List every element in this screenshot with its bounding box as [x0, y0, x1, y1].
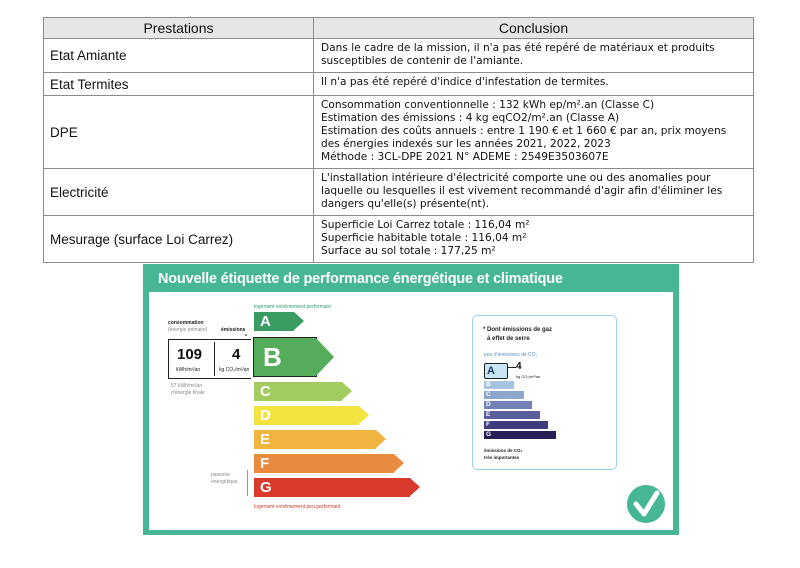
prestation-cell: DPE [44, 96, 314, 169]
consumption-unit: kWh/m²/an [176, 367, 201, 373]
conclusion-text: Dans le cadre de la mission, il n'a pas été repéré de matériaux et produits susceptibles de contenir de l'amiante. [321, 42, 715, 67]
header-conclusion: Conclusion [314, 18, 754, 39]
table-row [44, 96, 754, 169]
consumption-value: 109 [177, 346, 203, 363]
energy-class-arrow-e [376, 430, 386, 448]
conclusion-cell [314, 96, 754, 169]
ghg-class-bar-a [484, 363, 508, 379]
energy-class-arrow-f [394, 454, 404, 472]
passoire-bracket [247, 470, 248, 496]
ghg-class-bar-d [484, 401, 532, 409]
final-energy-value: 57 kWh/m²/an [171, 383, 203, 389]
energy-class-bar-e [254, 430, 376, 449]
check-icon [626, 484, 666, 524]
conclusion-text: L'installation intérieure d'électricité comporte une ou des anomalies pour laquelle ou lesquelles il est vivement recommandé d'agir afin d'éliminer les dangers qu'elle(s) présente(nt). [321, 172, 723, 210]
energy-class-bar-a [254, 312, 294, 331]
energy-class-arrow-c [342, 382, 352, 400]
energy-class-letter: G [260, 479, 272, 496]
prestation-cell: Etat Termites [44, 73, 314, 96]
energy-class-bar-c [254, 382, 342, 401]
ghg-class-bar-f [484, 421, 548, 429]
conclusion-cell [314, 73, 754, 96]
emissions-label: émissions [221, 327, 246, 333]
prestation-cell: Electricité [44, 169, 314, 216]
summary-table [43, 17, 754, 263]
emissions-star: * [245, 334, 247, 340]
table-header-row [44, 18, 754, 39]
ghg-top-note: peu d'émissions de CO₂ [484, 352, 538, 358]
consumption-label: consommation [168, 320, 204, 326]
ghg-class-bar-c [484, 391, 524, 399]
emissions-value: 4 [232, 346, 241, 363]
energy-class-arrow-b [316, 338, 334, 376]
energy-class-bar-b [254, 338, 316, 376]
conclusion-text: Superficie Loi Carrez totale : 116,04 m² Superficie habitable totale : 116,04 m² Surface au sol totale : 177,25 m² [321, 219, 530, 257]
ghg-class-letter: C [486, 391, 491, 398]
ghg-class-letter: A [487, 365, 495, 377]
consumption-sub-label: (énergie primaire) [168, 327, 208, 333]
table-row [44, 169, 754, 216]
ghg-class-bar-e [484, 411, 540, 419]
ghg-title-1: * Dont émissions de gaz [483, 327, 553, 333]
energy-label-body [149, 292, 673, 530]
values-divider [214, 342, 215, 376]
ghg-class-bar-b [484, 381, 514, 389]
conclusion-text: Il n'a pas été repéré d'indice d'infestation de termites. [321, 76, 609, 88]
ghg-value: 4 [516, 361, 522, 372]
energy-class-letter: D [260, 407, 271, 424]
table-row [44, 216, 754, 263]
energy-class-letter: B [263, 342, 282, 372]
ghg-class-bar-g [484, 431, 556, 439]
energy-class-letter: A [260, 313, 271, 330]
energy-class-letter: C [260, 383, 271, 400]
energy-class-arrow-g [410, 478, 420, 496]
conclusion-cell [314, 216, 754, 263]
ghg-bottom-note-1: émissions de CO₂ [484, 448, 523, 453]
current-values-box [168, 339, 251, 379]
energy-class-letter: F [260, 455, 270, 472]
ghg-title-2: à effet de serre [487, 336, 530, 342]
ghg-class-letter: F [486, 421, 490, 428]
passoire-label-2: énergétique [211, 479, 238, 485]
ghg-class-letter: D [486, 401, 491, 408]
energy-class-bar-f [254, 454, 394, 473]
conclusion-cell [314, 169, 754, 216]
table-row [44, 39, 754, 73]
energy-label-title: Nouvelle étiquette de performance énergétique et climatique [158, 271, 563, 287]
energy-class-arrow-d [359, 406, 369, 424]
ghg-class-letter: G [486, 431, 492, 438]
passoire-label-1: passoire [211, 472, 230, 478]
emissions-unit: kg CO₂/m²/an [219, 367, 250, 373]
energy-class-bar-d [254, 406, 359, 425]
energy-label [143, 264, 679, 535]
ghg-pointer-line [508, 367, 516, 368]
ghg-class-letter: B [486, 381, 491, 388]
prestation-cell: Mesurage (surface Loi Carrez) [44, 216, 314, 263]
final-energy-sub: d'énergie finale [171, 390, 205, 396]
prestation-cell: Etat Amiante [44, 39, 314, 73]
bottom-performance-note: logement extrêmement peu performant [254, 504, 341, 510]
conclusion-text: Consommation conventionnelle : 132 kWh ep/m².an (Classe C) Estimation des émissions : 4 kg eqCO2/m².an (Classe A) Estimation des coûts annuels : entre 1 190 € et 1 660 € par an, prix moyens des énergies indexés sur les années 2021, 2022, 2023 Méthode : 3CL-DPE 2021 N° ADEME : 2549E3503607E [321, 99, 727, 163]
ghg-class-letter: E [486, 411, 491, 418]
table-row [44, 73, 754, 96]
ghg-unit: kg CO₂/m²/an [516, 374, 541, 379]
energy-class-bar-g [254, 478, 410, 497]
energy-class-letter: E [260, 431, 271, 448]
energy-class-arrow-a [294, 312, 304, 330]
top-performance-note: logement extrêmement performant [254, 304, 331, 310]
conclusion-cell [314, 39, 754, 73]
ghg-panel [472, 315, 617, 470]
header-prestations: Prestations [44, 18, 314, 39]
ghg-bottom-note-2: très importantes [484, 455, 520, 460]
